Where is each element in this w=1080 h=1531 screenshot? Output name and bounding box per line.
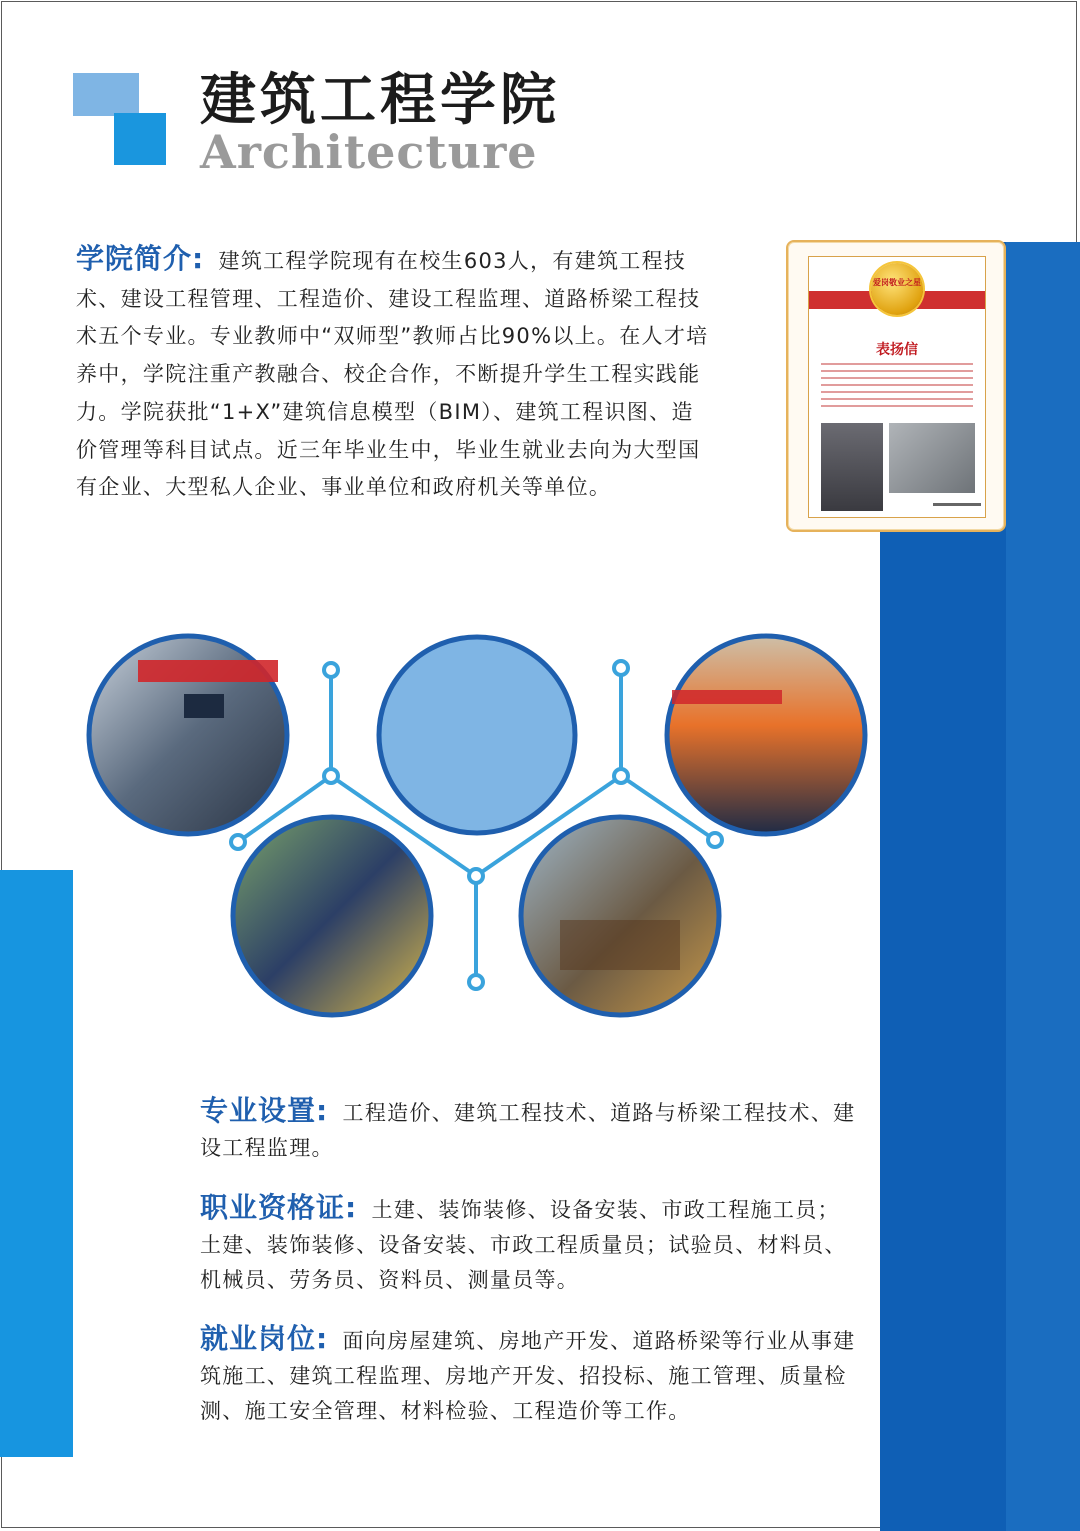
node-dot [469,975,483,989]
careers-section [200,1321,860,1429]
intro-heading-separator: : [192,242,205,275]
node-dot [614,769,628,783]
medal-text: 爱岗敬业之星 [873,278,921,287]
node-dot [708,833,722,847]
intro-heading: 学院简介 [76,242,193,275]
node-dot [324,769,338,783]
node-dot [469,869,483,883]
certificates-section [200,1190,860,1298]
node-dot [324,663,338,677]
center-blue-circle [379,637,575,833]
careers-heading-separator: : [316,1322,329,1355]
page-subtitle-en: Architecture [200,125,538,179]
intro-text: 建筑工程学院现有在校生603人，有建筑工程技术、建设工程管理、工程造价、建设工程监理、道路桥梁工程技术五个专业。专业教师中“双师型”教师占比90%以上。在人才培养中，学院注重产教融合、校企合作，不断提升学生工程实践能力。学院获批“1+X”建筑信息模型（BIM）、建筑工程识图、造价管理等科目试点。近三年毕业生中，毕业生就业去向为大型国有企业、大型私人企业、事业单位和政府机关等单位。 [76,249,709,500]
certificates-text: 土建、装饰装修、设备安装、市政工程施工员；土建、装饰装修、设备安装、市政工程质量员；试验员、材料员、机械员、劳务员、资料员、测量员等。 [200,1198,847,1292]
certificate-title: 表扬信 [876,342,918,358]
careers-heading: 就业岗位 [200,1322,317,1355]
majors-text: 工程造价、建筑工程技术、道路与桥梁工程技术、建设工程监理。 [200,1101,856,1160]
careers-text: 面向房屋建筑、房地产开发、道路桥梁等行业从事建筑施工、建筑工程监理、房地产开发、招投标、施工管理、质量检测、施工安全管理、材料检验、工程造价等工作。 [200,1329,856,1423]
node-dot [231,835,245,849]
page-title: 建筑工程学院 [200,68,560,133]
certificates-heading-separator: : [345,1191,358,1224]
site-team-photo [667,636,865,834]
surveying-photo [233,817,431,1015]
majors-heading: 专业设置 [200,1094,317,1127]
node-dot [614,661,628,675]
majors-section [200,1093,860,1166]
rebar-practice-photo [521,817,719,1015]
classroom-photo [89,636,287,834]
certificates-heading: 职业资格证 [200,1191,346,1224]
majors-heading-separator: : [316,1094,329,1127]
